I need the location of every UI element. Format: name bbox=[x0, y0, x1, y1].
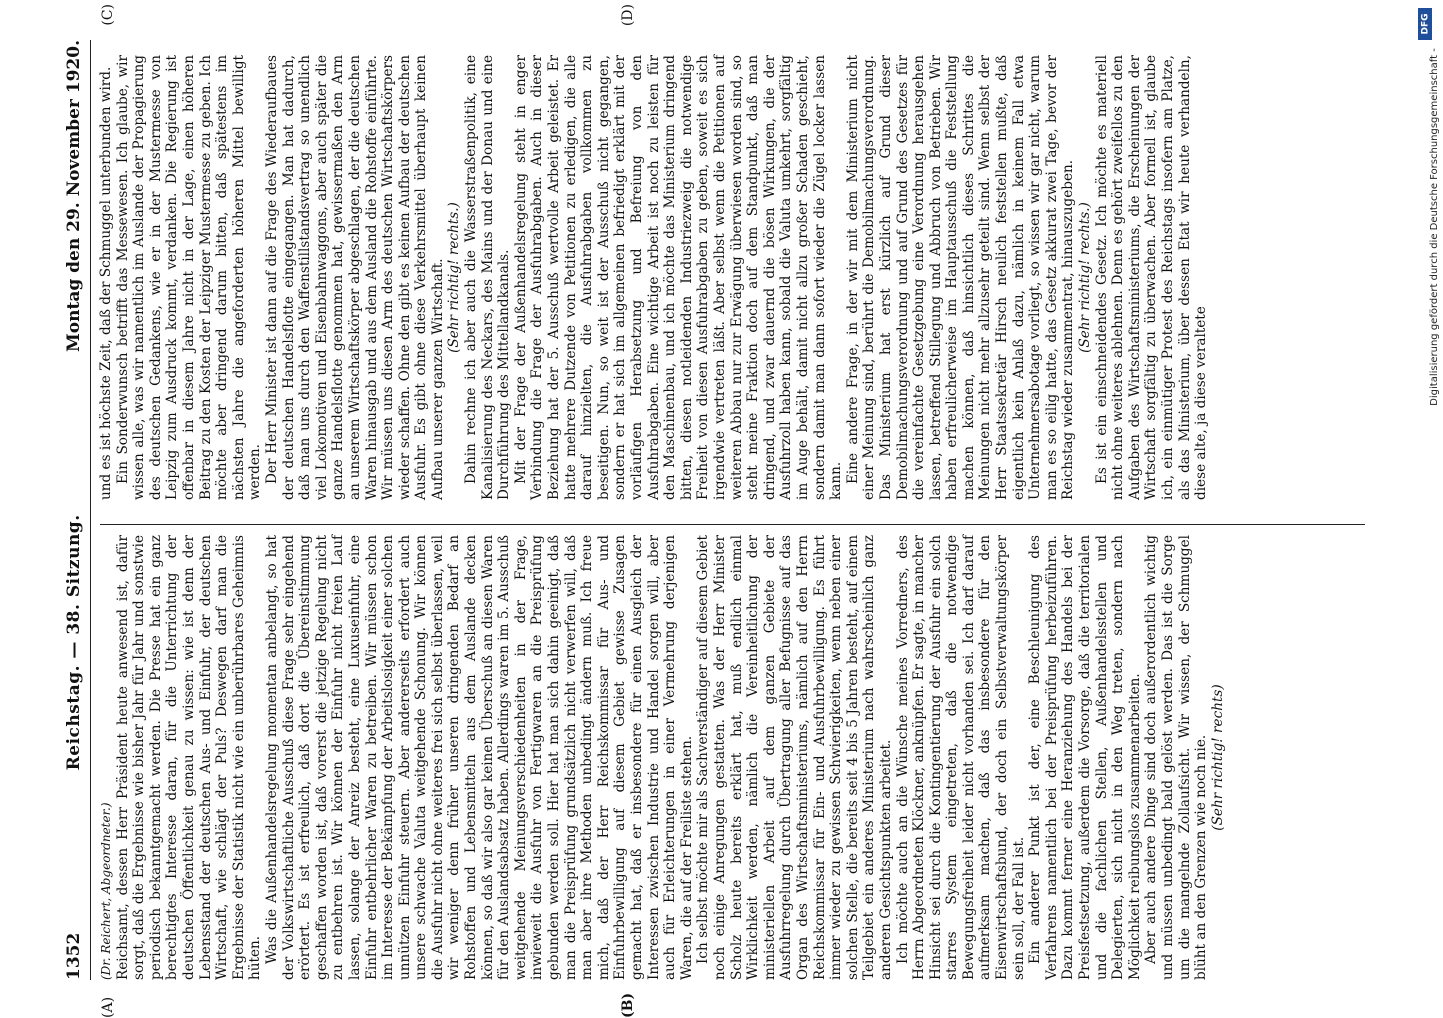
digitization-sidebar bbox=[1416, 0, 1440, 1000]
paragraph: Der Herr Minister ist dann auf die Frage des Wiederaufbaues der deutschen Handelsflotte eingegangen. Man hat dadurch, daß man uns durch den Waffenstillstandsvertrag so unendlich viel Lokomotiven und Eisenbahnwaggons, aber auch später die ganze Handelsflotte genommen hat, gewissermaßen den Arm an unserem Wirtschaftskörper abgeschlagen, der die deutschen Waren hinausgab und aus dem Ausland die Rohstoffe einführte. Wir müssen uns diesen Arm des deutschen Wirtschaftskörpers wieder schaffen. Ohne den gibt es keinen Aufbau der deutschen Ausfuhr. Es gibt ohne diese Verkehrsmittel überhaupt keinen Aufbau unserer ganzen Wirtschaft. bbox=[263, 55, 446, 500]
header-date: Montag den 29. November 1920. bbox=[64, 40, 84, 353]
paragraph: Ich möchte auch an die Wünsche meines Vorredners, des Herrn Abgeordneten Klöckner, anknüpfen. Er sagte, in mancher Hinsicht sei durch die Kontingentierung der Ausfuhr ein solch starres System eingetreten, daß die notwendige Bewegungsfreiheit leider nicht vorhanden sei. Ich darf darauf aufmerksam machen, daß das insbesondere für den Eisenwirtschaftsbund, der doch ein Selbstverwaltungskörper sein soll, der Fall ist. bbox=[894, 535, 1027, 980]
dfg-logo-text: DFG bbox=[1420, 13, 1431, 35]
page-header bbox=[60, 40, 88, 980]
paragraph: Ein anderer Punkt ist der, eine Beschleunigung des Verfahrens namentlich bei der Preisprüfung herbeizuführen. Dazu kommt ferner eine Heranziehung des Handels bei der Preisfestsetzung, außerdem die Vorsorge, daß die territorialen und die fachlichen Stellen, Außenhandelsstellen und Delegierten, sich nicht in den Weg treten, sondern nach Möglichkeit reibungslos zusammenarbeiten. bbox=[1027, 535, 1143, 980]
paragraph: Eine andere Frage, in der wir mit dem Ministerium nicht einer Meinung sind, berührt die Demobilmachungsverordnung. Das Ministerium hat erst kürzlich auf Grund dieser Demobilmachungsverordnung und auf Grund des Gesetzes für die vereinfachte Gesetzgebung eine Verordnung herausgehen lassen, betreffend Stillegung und Abbruch von Betrieben. Wir haben erfreulicherweise im Hauptausschuß die Feststellung machen können, daß hinsichtlich dieses Schrittes die Meinungen nicht mehr allzusehr geteilt sind. Wenn selbst der Herr Staatssekretär Hirsch neulich feststellen mußte, daß eigentlich kein Anlaß dazu, nämlich in keinem Fall etwa Unternehmersabotage vorliegt, so wissen wir gar nicht, warum man es so eilig hatte, das Gesetz akkurat zwei Tage, bevor der Reichstag wieder zusammentrat, hinauszugeben. bbox=[844, 55, 1077, 500]
interjection: (Sehr richtig! rechts) bbox=[1209, 684, 1226, 831]
paragraph: und es ist höchste Zeit, daß der Schmuggel unterbunden wird. bbox=[98, 66, 114, 500]
header-rule bbox=[90, 40, 91, 980]
left-column bbox=[98, 535, 1399, 980]
digitization-note: Digitalisierung gefördert durch die Deutsche Forschungsgemeinschaft - bbox=[1429, 48, 1440, 406]
right-column bbox=[98, 55, 1399, 500]
margin-mark-c: (C) bbox=[100, 4, 116, 26]
margin-mark-b: (B) bbox=[620, 992, 636, 1018]
paragraph: Reichsamt, dessen Herr Präsident heute anwesend ist, dafür sorgt, daß die Ergebnisse wie bisher Jahr für Jahr und sonstwie periodisch bekanntgemacht werden. Die Presse hat ein ganz berechtigtes Interesse daran, für die Unterrichtung der deutschen Öffentlichkeit genau zu wissen: wie ist denn der Lebensstand der deutschen Aus- und Einfuhr, der deutschen Wirtschaft, wie schlägt der Puls? Deswegen darf man die Ergebnisse der Statistik nicht wie ein unberührbares Geheimnis hüten. bbox=[114, 535, 264, 980]
paragraph: Aber auch andere Dinge sind doch außerordentlich wichtig und müssen unbedingt bald gelöst werden. Das ist die Sorge um die mangelnde Zollaufsicht. Wir wissen, der Schmuggel blüht an den Grenzen wie noch nie. bbox=[1143, 535, 1210, 980]
speaker-line: (Dr. Reichert, Abgeordneter.) bbox=[99, 802, 113, 980]
header-title: Reichstag. — 38. Sitzung. bbox=[64, 514, 84, 771]
interjection: (Sehr richtig! rechts.) bbox=[446, 202, 463, 353]
margin-mark-a: (A) bbox=[100, 996, 116, 1018]
paragraph: Es ist ein einschneidendes Gesetz. Ich möchte es materiell nicht ohne weiteres ablehnen. Denn es gehört zweifellos zu den Aufgaben des Wirtschaftsministeriums, die Erscheinungen der Wirtschaft sorgfältig zu überwachen. Aber formell ist, glaube ich, ein einmütiger Protest des Reichstags insofern am Platze, als das Ministerium, über dessen Etat wir heute verhandeln, diese alte, ja diese veraltete bbox=[1093, 55, 1210, 500]
page-number: 1352 bbox=[64, 932, 84, 980]
column-separator bbox=[100, 524, 1365, 525]
interjection: (Sehr richtig! rechts.) bbox=[1077, 202, 1094, 353]
paragraph: Dahin rechne ich aber auch die Wasserstraßenpolitik, eine Kanalisierung des Neckars, des Mains und der Donau und eine Durchführung des Mittellandkanals. bbox=[463, 55, 513, 500]
rotated-page bbox=[60, 4, 1405, 1018]
paragraph: Ich selbst möchte mir als Sachverständiger auf diesem Gebiet noch einige Anregungen gestatten. Was der Herr Minister Scholz heute bereits erklärt hat, muß endlich einmal Wirklichkeit werden, nämlich die Vereinheitlichung der ministeriellen Arbeit auf dem ganzen Gebiete der Ausfuhrregelung durch Übertragung aller Befugnisse auf das Organ des Wirtschaftsministeriums, nämlich auf den Herrn Reichskommissar für Ein- und Ausfuhrbewilligung. Es führt immer wieder zu gewissen Schwierigkeiten, wenn neben einer solchen Stelle, die bereits seit 4 bis 5 Jahren besteht, auf einem Teilgebiet ein anderes Ministerium nach wahrscheinlich ganz anderen Gesichtspunkten arbeitet. bbox=[695, 535, 894, 980]
margin-mark-d: (D) bbox=[620, 4, 636, 27]
paragraph: Was die Außenhandelsregelung momentan anbelangt, so hat der Volkswirtschaftliche Ausschuß diese Frage sehr eingehend erörtert. Es ist erfreulich, daß dort die Übereinstimmung geschaffen worden ist, daß vorerst die jetzige Regelung nicht zu entbehren ist. Wir können der Einfuhr nicht freien Lauf lassen, solange der Anreiz besteht, eine Luxuseinfuhr, eine Einfuhr entbehrlicher Waren zu betreiben. Wir müssen schon im Interesse der Bekämpfung der Arbeitslosigkeit einer solchen unnützen Einfuhr steuern. Aber andererseits erfordert auch unsere schwache Valuta weitgehende Schonung. Wir können die Ausfuhr nicht ohne weiteres frei sich selbst überlassen, weil wir weniger denn früher unseren dringenden Bedarf an Rohstoffen und Lebensmitteln aus dem Auslande decken können, so daß wir also gar keinen Überschuß an diesen Waren für den Auslandsabsatz haben. Allerdings waren im 5. Ausschuß weitgehende Meinungsverschiedenheiten in der Frage, inwieweit die Ausfuhr von Fertigwaren an die Preisprüfung gebunden werden soll. Hier hat man sich dahin geeinigt, daß man die Preisprüfung grundsätzlich nicht verwerfen will, daß man aber ihre Methoden unbedingt ändern muß. Ich freue mich, daß der Herr Reichskommissar für Aus- und Einfuhrbewilligung auf diesem Gebiet gewisse Zusagen gemacht hat, daß er insbesondere für einen Ausgleich der Interessen zwischen Industrie und Handel sorgen will, aber auch für Erleichterungen in einer Vermehrung derjenigen Waren, die auf der Freiliste stehen. bbox=[263, 535, 695, 980]
paragraph: Ein Sonderwunsch betrifft das Messewesen. Ich glaube, wir wissen alle, was wir namentlich im Auslande der Propagierung des deutschen Gedankens, wie er in der Mustermesse von Leipzig zum Ausdruck kommt, verdanken. Die Regierung ist offenbar in diesem Jahre nicht in der Lage, einen höheren Beitrag zu den Kosten der Leipziger Mustermesse zu geben. Ich möchte aber dringend darum bitten, daß spätestens im nächsten Jahre die angeforderten höheren Mittel bewilligt werden. bbox=[114, 55, 264, 500]
paragraph: Mit der Frage der Außenhandelsregelung steht in enger Verbindung die Frage der Ausfuhrabgaben. Auch in dieser Beziehung hat der 5. Ausschuß wertvolle Arbeit geleistet. Er hatte mehrere Dutzende von Petitionen zu erledigen, die alle darauf hinzielten, die Ausfuhrabgaben vollkommen zu beseitigen. Nun, so weit ist der Ausschuß nicht gegangen, sondern er hat sich im allgemeinen befriedigt erklärt mit der vorläufigen Herabsetzung und Befreiung von den Ausfuhrabgaben. Eine wichtige Arbeit ist noch zu leisten für den Maschinenbau, und ich möchte das Ministerium dringend bitten, diesen notleidenden Industriezweig die notwendige Freiheit von diesen Ausfuhrabgaben zu geben, soweit es sich irgendwie vertreten läßt. Aber selbst wenn die Petitionen auf weiteren Abbau nur zur Erwägung überwiesen worden sind, so steht meine Fraktion doch auf dem Standpunkt, daß man dringend, und zwar dauernd die bösen Wirkungen, die der Ausfuhrzoll haben kann, sobald die Valuta umkehrt, sorgfältig im Auge behält, damit nicht allzu großer Schaden geschieht, sondern damit man dann sofort wieder die Zügel locker lassen kann. bbox=[512, 55, 845, 500]
